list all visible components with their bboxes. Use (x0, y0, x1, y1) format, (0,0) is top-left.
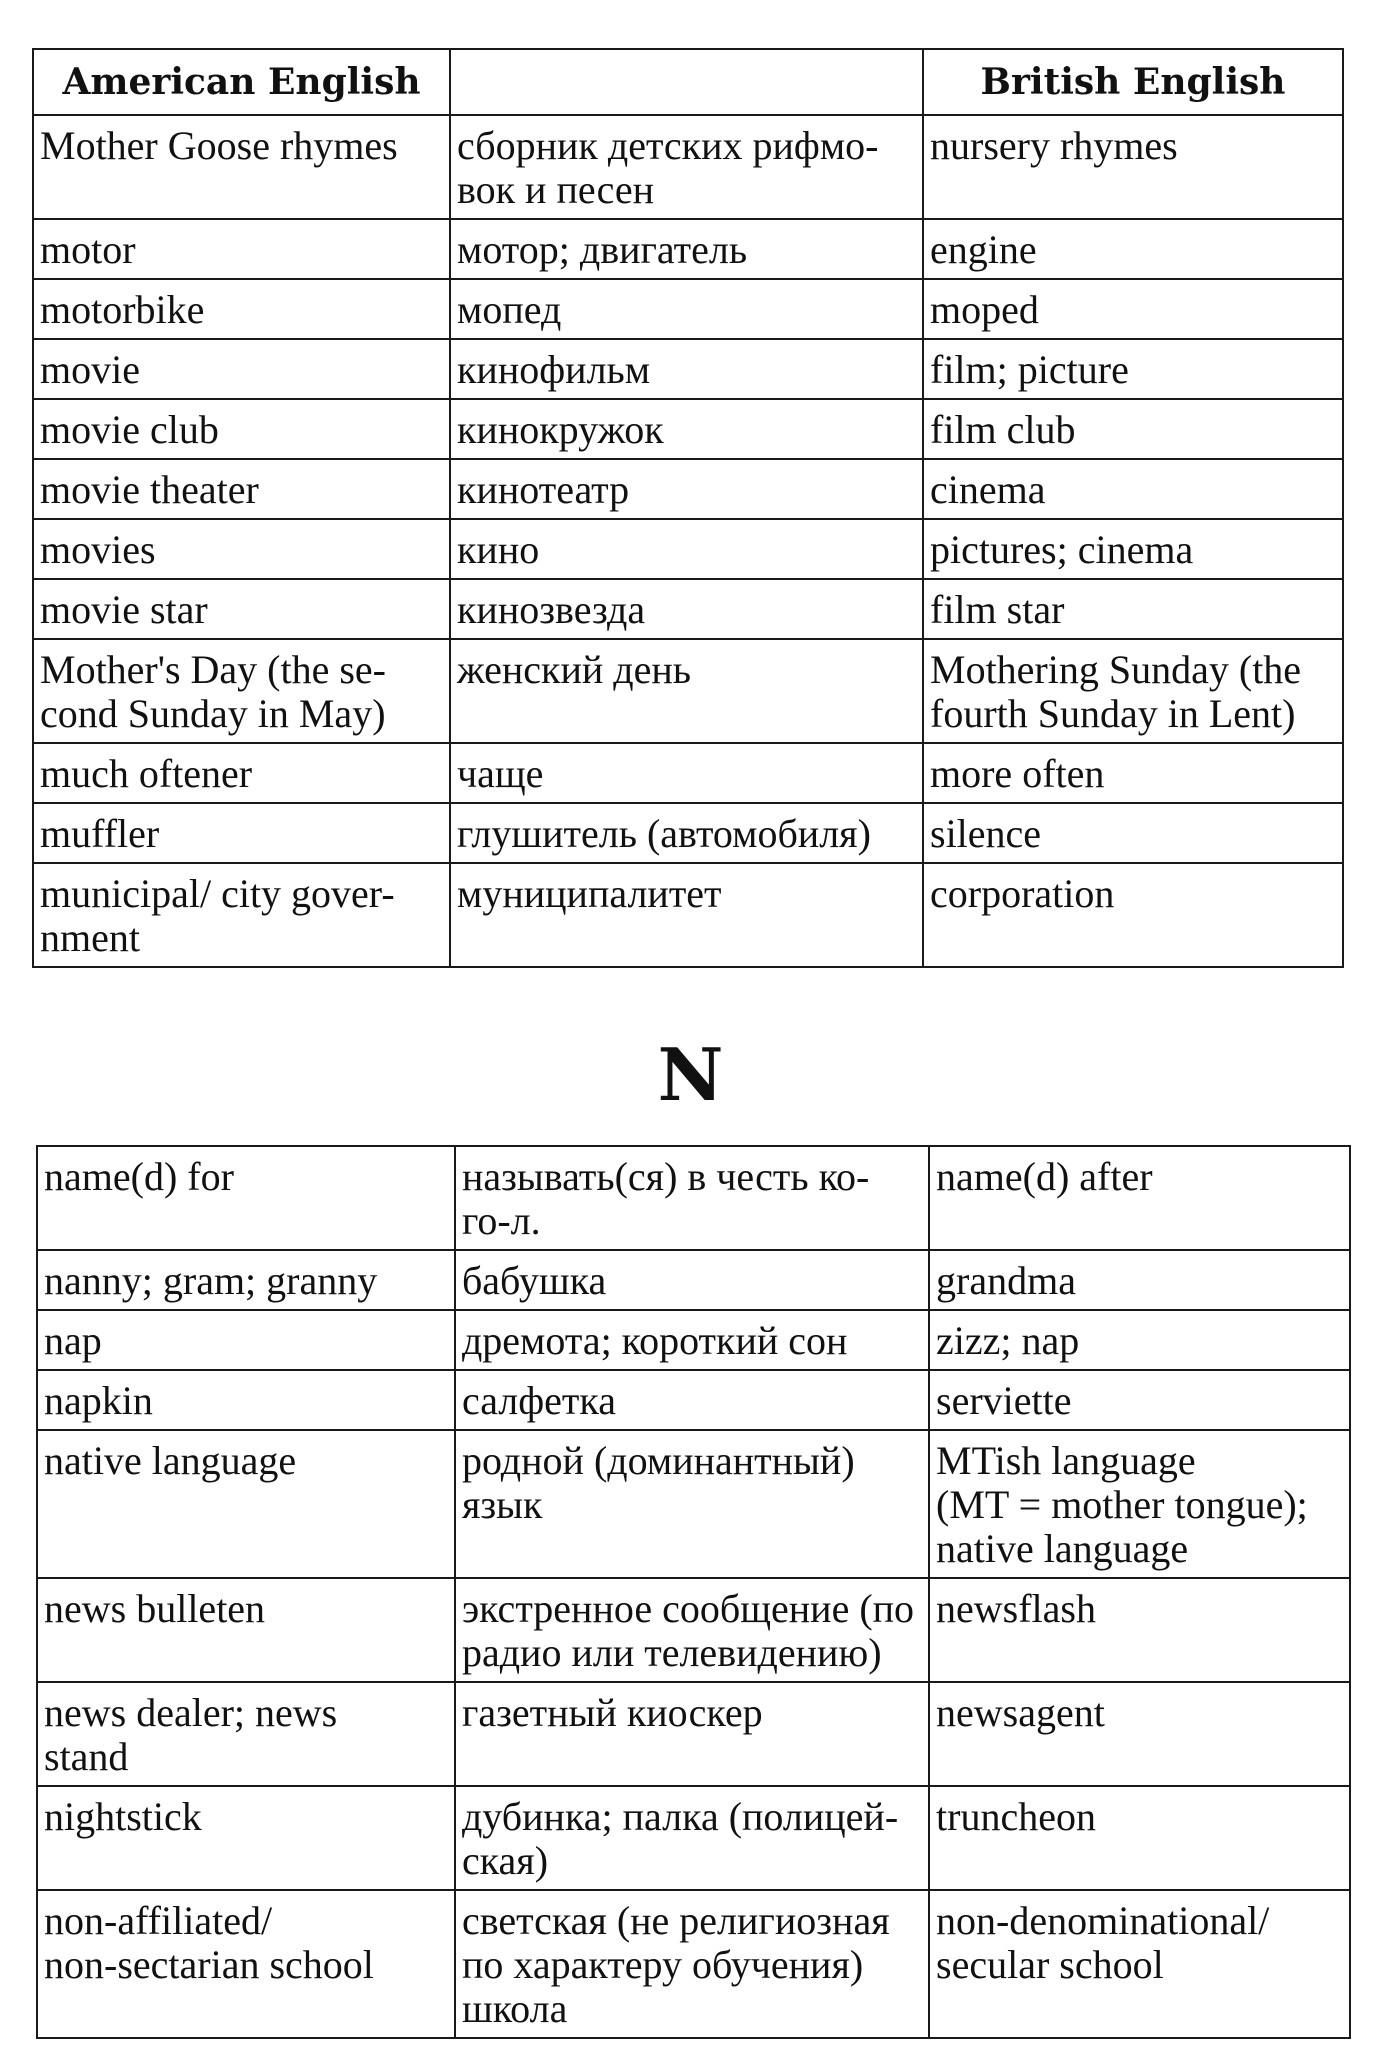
table-row (33, 459, 1343, 519)
american-english-cell: municipal/ city gover- nment (33, 863, 450, 967)
british-english-cell: grandma (929, 1250, 1350, 1310)
american-english-cell: Mother Goose rhymes (33, 115, 450, 219)
british-english-cell: zizz; nap (929, 1310, 1350, 1370)
table-row (37, 1146, 1350, 1250)
russian-translation-cell: кинокружок (450, 399, 923, 459)
table-row (37, 1250, 1350, 1310)
british-english-cell: non-denominational/ secular school (929, 1890, 1350, 2038)
russian-translation-cell: родной (доминантный) язык (455, 1430, 929, 1578)
russian-translation-cell: кино (450, 519, 923, 579)
american-english-cell: movies (33, 519, 450, 579)
british-english-cell: name(d) after (929, 1146, 1350, 1250)
dictionary-table-m (32, 48, 1344, 968)
table-row (33, 115, 1343, 219)
table-row (33, 743, 1343, 803)
russian-translation-cell: муниципалитет (450, 863, 923, 967)
american-english-cell: movie (33, 339, 450, 399)
russian-translation-cell: кинозвезда (450, 579, 923, 639)
british-english-cell: serviette (929, 1370, 1350, 1430)
british-english-cell: film; picture (923, 339, 1343, 399)
table-row (37, 1370, 1350, 1430)
british-english-cell: Mothering Sunday (the fourth Sunday in Lent) (923, 639, 1343, 743)
table-row (33, 863, 1343, 967)
russian-translation-cell: кинотеатр (450, 459, 923, 519)
british-english-cell: cinema (923, 459, 1343, 519)
british-english-cell: film club (923, 399, 1343, 459)
british-english-cell: newsflash (929, 1578, 1350, 1682)
british-english-cell: silence (923, 803, 1343, 863)
american-english-cell: news bulleten (37, 1578, 455, 1682)
russian-translation-cell: салфетка (455, 1370, 929, 1430)
american-english-cell: nanny; gram; granny (37, 1250, 455, 1310)
american-english-cell: motorbike (33, 279, 450, 339)
british-english-cell: corporation (923, 863, 1343, 967)
russian-translation-cell: мопед (450, 279, 923, 339)
american-english-cell: news dealer; news stand (37, 1682, 455, 1786)
table-row (33, 803, 1343, 863)
british-english-cell: truncheon (929, 1786, 1350, 1890)
british-english-cell: newsagent (929, 1682, 1350, 1786)
american-english-cell: non-affiliated/ non-sectarian school (37, 1890, 455, 2038)
british-english-cell: more often (923, 743, 1343, 803)
table-header-row (33, 49, 1343, 115)
british-english-cell: engine (923, 219, 1343, 279)
british-english-cell: MTish language (MT = mother tongue); native language (929, 1430, 1350, 1578)
russian-translation-cell: чаще (450, 743, 923, 803)
table-row (37, 1890, 1350, 2038)
table-row (33, 279, 1343, 339)
british-english-cell: pictures; cinema (923, 519, 1343, 579)
american-english-cell: motor (33, 219, 450, 279)
russian-translation-cell: сборник детских рифмо- вок и песен (450, 115, 923, 219)
table-row (37, 1682, 1350, 1786)
american-english-cell: much oftener (33, 743, 450, 803)
table-row (33, 339, 1343, 399)
russian-translation-cell: кинофильм (450, 339, 923, 399)
section-letter-heading: N (657, 1032, 724, 1117)
british-english-cell: moped (923, 279, 1343, 339)
american-english-cell: muffler (33, 803, 450, 863)
dictionary-table-n (36, 1145, 1351, 2039)
russian-translation-cell: экстренное сообщение (по радио или телевидению) (455, 1578, 929, 1682)
american-english-cell: native language (37, 1430, 455, 1578)
american-english-cell: movie club (33, 399, 450, 459)
british-english-cell: film star (923, 579, 1343, 639)
american-english-cell: Mother's Day (the se- cond Sunday in May) (33, 639, 450, 743)
header-american-english: American English (33, 49, 450, 115)
table-row (37, 1310, 1350, 1370)
russian-translation-cell: газетный киоскер (455, 1682, 929, 1786)
russian-translation-cell: светская (не религиозная по характеру обучения) школа (455, 1890, 929, 2038)
table-row (33, 579, 1343, 639)
table-row (33, 219, 1343, 279)
american-english-cell: movie theater (33, 459, 450, 519)
russian-translation-cell: мотор; двигатель (450, 219, 923, 279)
table-row (33, 519, 1343, 579)
table-row (33, 639, 1343, 743)
russian-translation-cell: глушитель (автомобиля) (450, 803, 923, 863)
table-row (33, 399, 1343, 459)
table-row (37, 1786, 1350, 1890)
russian-translation-cell: называть(ся) в честь ко- го-л. (455, 1146, 929, 1250)
american-english-cell: napkin (37, 1370, 455, 1430)
russian-translation-cell: дремота; короткий сон (455, 1310, 929, 1370)
table-row (37, 1578, 1350, 1682)
american-english-cell: movie star (33, 579, 450, 639)
header-british-english: British English (923, 49, 1343, 115)
russian-translation-cell: женский день (450, 639, 923, 743)
american-english-cell: name(d) for (37, 1146, 455, 1250)
header-translation (450, 49, 923, 115)
russian-translation-cell: бабушка (455, 1250, 929, 1310)
table-row (37, 1430, 1350, 1578)
russian-translation-cell: дубинка; палка (полицей- ская) (455, 1786, 929, 1890)
american-english-cell: nightstick (37, 1786, 455, 1890)
american-english-cell: nap (37, 1310, 455, 1370)
british-english-cell: nursery rhymes (923, 115, 1343, 219)
